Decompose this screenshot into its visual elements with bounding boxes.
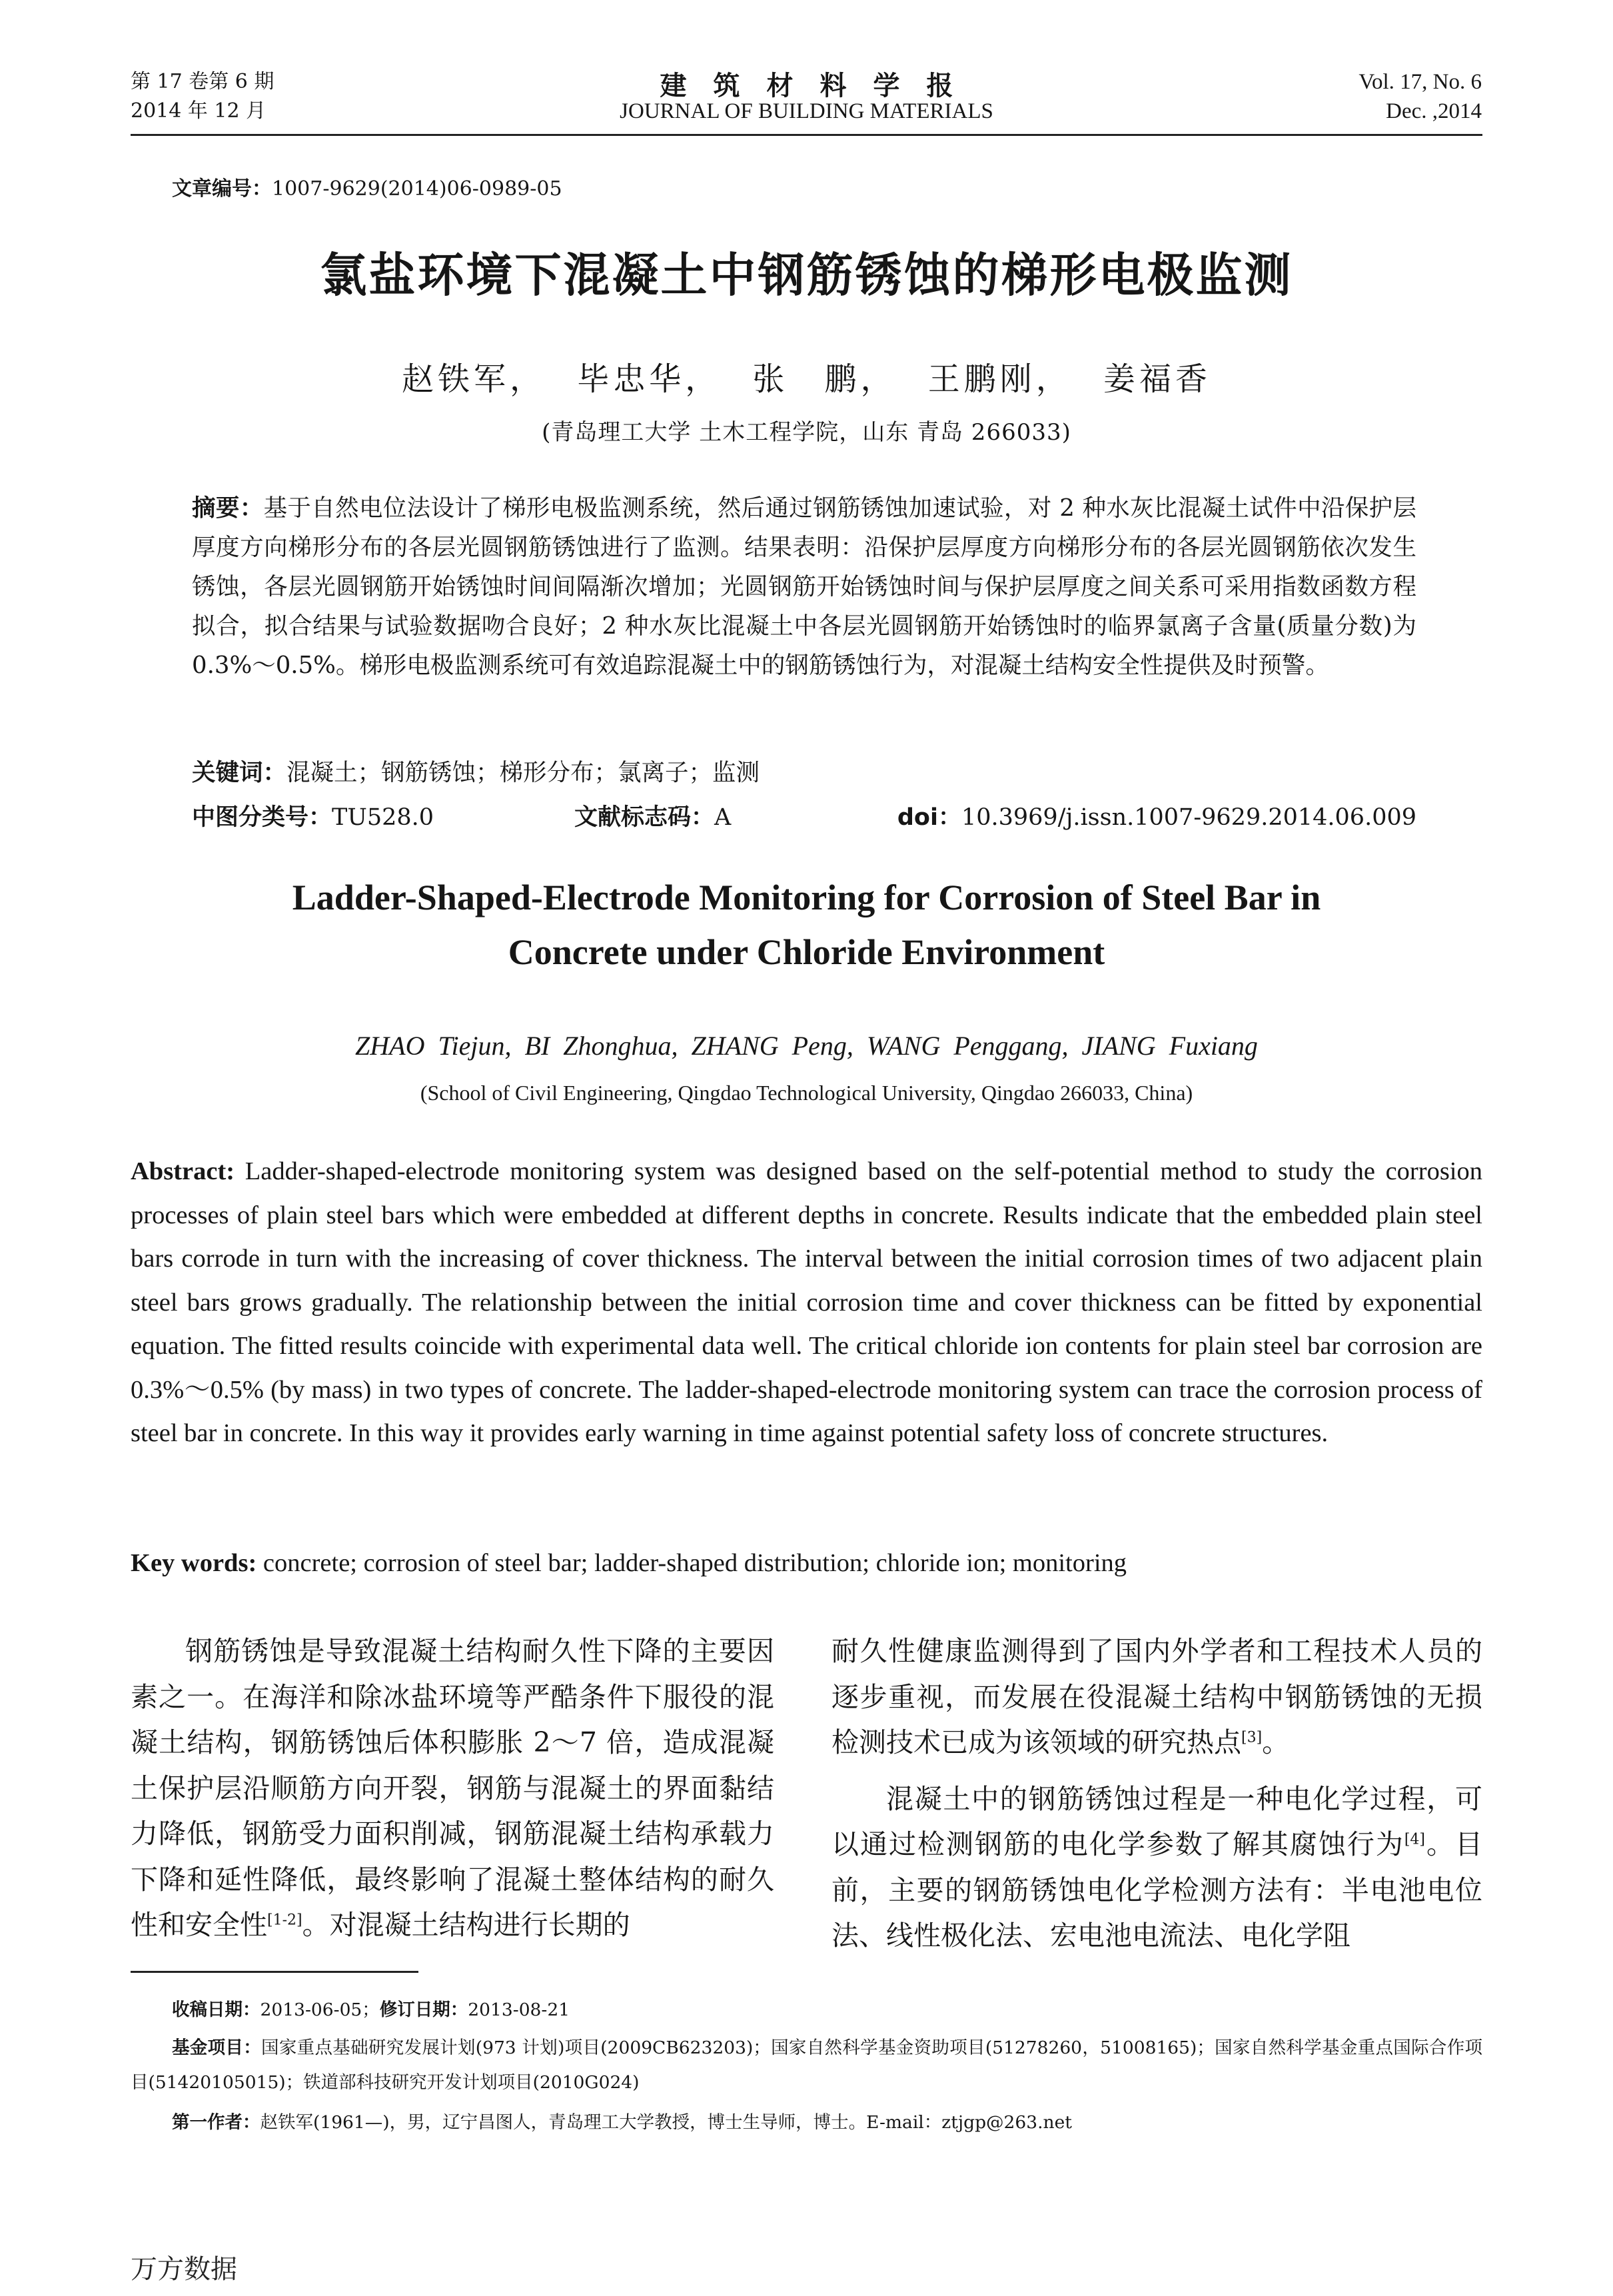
header-date-cn: 2014 年 12 月	[131, 99, 267, 123]
header-journal-cn: 建 筑 材 料 学 报	[660, 71, 953, 101]
revised-label: 修订日期：	[379, 2000, 468, 2020]
doi-value: 10.3969/j.issn.1007-9629.2014.06.009	[961, 804, 1416, 831]
header-volume-cn: 第 17 卷第 6 期	[131, 70, 274, 93]
body-paragraph	[831, 1628, 1482, 1766]
title-en	[0, 870, 1613, 979]
watermark-wanfang: 万方数据	[131, 2254, 237, 2285]
body-left-p1: 钢筋锈蚀是导致混凝土结构耐久性下降的主要因素之一。在海洋和除冰盐环境等严酷条件下服役的混凝土结构，钢筋锈蚀后体积膨胀 2～7 倍，造成混凝土保护层沿顺筋方向开裂，钢筋与混凝土的界面黏结力降低，钢筋受力面积削减，钢筋混凝土结构承载力下降和延性降低，最终影响了混凝土整体结构的耐久性和安全性	[131, 1635, 774, 1941]
body-right-p2: 混凝土中的钢筋锈蚀过程是一种电化学过程，可以通过检测钢筋的电化学参数了解其腐蚀行为	[831, 1782, 1482, 1860]
clc-label: 中图分类号：	[192, 804, 332, 831]
affiliation-cn: (青岛理工大学 土木工程学院，山东 青岛 266033)	[542, 419, 1071, 446]
abstract-en-label: Abstract:	[131, 1157, 235, 1185]
body-paragraph	[131, 1628, 774, 1948]
footnote-rule	[131, 1971, 418, 1973]
doi-label: doi：	[897, 804, 961, 831]
footnote-dates	[172, 1993, 1482, 2027]
keywords-cn-text: 混凝土；钢筋锈蚀；梯形分布；氯离子；监测	[286, 759, 760, 786]
abstract-cn-text: 基于自然电位法设计了梯形电极监测系统，然后通过钢筋锈蚀加速试验，对 2 种水灰比混凝土试件中沿保护层厚度方向梯形分布的各层光圆钢筋锈蚀进行了监测。结果表明：沿保护层厚度方向梯形分布的各层光圆钢筋依次发生锈蚀，各层光圆钢筋开始锈蚀时间间隔渐次增加；光圆钢筋开始锈蚀时间与保护层厚度之间关系可采用指数函数方程拟合，拟合结果与试验数据吻合良好；2 种水灰比混凝土中各层光圆钢筋开始锈蚀时的临界氯离子含量(质量分数)为 0.3%～0.5%。梯形电极监测系统可有效追踪混凝土中的钢筋锈蚀行为，对混凝土结构安全性提供及时预警。	[192, 494, 1416, 679]
received-value: 2013-06-05；	[260, 2000, 380, 2020]
received-label: 收稿日期：	[172, 2000, 261, 2020]
footnote-fund	[131, 2031, 1482, 2100]
body-left-p1-tail: 。对混凝土结构进行长期的	[302, 1909, 630, 1941]
clc-number	[192, 799, 434, 832]
title-cn: 氯盐环境下混凝土中钢筋锈蚀的梯形电极监测	[320, 248, 1293, 302]
title-en-line1: Ladder-Shaped-Electrode Monitoring for Corrosion of Steel Bar in	[292, 877, 1321, 917]
header-rule	[131, 134, 1482, 136]
header-journal-en: JOURNAL OF BUILDING MATERIALS	[620, 99, 993, 123]
fund-text: 国家重点基础研究发展计划(973 计划)项目(2009CB623203)；国家自然科学基金资助项目(51278260，51008165)；国家自然科学基金重点国际合作项目(51420105015)；铁道部科技研究开发计划项目(2010G024)	[131, 2037, 1482, 2093]
article-number-label: 文章编号：	[172, 177, 272, 201]
affiliation-en: (School of Civil Engineering, Qingdao Technological University, Qingdao 266033, China)	[420, 1081, 1193, 1105]
body-column-right	[831, 1628, 1482, 1959]
citation-ref: [3]	[1241, 1729, 1263, 1746]
header-volume-en: Vol. 17, No. 6	[1358, 70, 1482, 94]
body-column-left	[131, 1628, 774, 1948]
citation-ref: [1-2]	[267, 1912, 302, 1929]
keywords-en-label: Key words:	[131, 1549, 257, 1577]
clc-value: TU528.0	[332, 804, 434, 831]
revised-value: 2013-08-21	[468, 2000, 570, 2020]
body-right-p1: 耐久性健康监测得到了国内外学者和工程技术人员的逐步重视，而发展在役混凝土结构中钢筋锈蚀的无损检测技术已成为该领域的研究热点	[831, 1635, 1482, 1758]
abstract-cn-label: 摘要：	[192, 494, 264, 522]
doi	[897, 799, 1416, 832]
document-code-value: A	[714, 804, 732, 831]
first-author-text: 赵铁军(1961—)，男，辽宁昌图人，青岛理工大学教授，博士生导师，博士。E-mail：ztjgp@263.net	[260, 2112, 1072, 2133]
first-author-label: 第一作者：	[172, 2112, 261, 2133]
body-right-p2-tail: 。目前，主要的钢筋锈蚀电化学检测方法有：半电池电位法、线性极化法、宏电池电流法、电化学阻	[831, 1828, 1482, 1952]
abstract-en	[131, 1150, 1482, 1456]
document-code	[574, 799, 731, 832]
body-paragraph	[831, 1776, 1482, 1959]
fund-label: 基金项目：	[172, 2037, 262, 2058]
abstract-cn	[192, 488, 1416, 685]
footnote-first-author	[172, 2105, 1482, 2140]
abstract-en-text: Ladder-shaped-electrode monitoring system was designed based on the self-potential method to study the corrosion processes of plain steel bars which were embedded at different depths in concrete. Results indicate that the embedded plain steel bars corrode in turn with the increasing of cover thickness. The interval between the initial corrosion times of two adjacent plain steel bars grows gradually. The relationship between the initial corrosion time and cover thickness can be fitted by exponential equation. The fitted results coincide with experimental data well. The critical chloride ion contents for plain steel bar corrosion are 0.3%～0.5% (by mass) in two types of concrete. The ladder-shaped-electrode monitoring system can trace the corrosion process of steel bar in concrete. In this way it provides early warning in time against potential safety loss of concrete structures.	[131, 1157, 1483, 1447]
citation-ref: [4]	[1404, 1831, 1426, 1848]
authors-cn: 赵铁军， 毕忠华， 张 鹏， 王鹏刚， 姜福香	[401, 360, 1212, 398]
keywords-cn	[192, 753, 1416, 792]
keywords-cn-label: 关键词：	[192, 759, 287, 786]
title-en-line2: Concrete under Chloride Environment	[508, 932, 1105, 972]
keywords-en-text: concrete; corrosion of steel bar; ladder-shaped distribution; chloride ion; monitoring	[263, 1549, 1127, 1577]
document-code-label: 文献标志码：	[574, 804, 715, 831]
header-date-en: Dec. ,2014	[1386, 99, 1482, 123]
keywords-en	[131, 1548, 1482, 1578]
body-right-p1-tail: 。	[1262, 1726, 1290, 1758]
authors-en: ZHAO Tiejun, BI Zhonghua, ZHANG Peng, WANG Penggang, JIANG Fuxiang	[355, 1031, 1258, 1061]
article-number-value: 1007-9629(2014)06-0989-05	[272, 177, 562, 201]
article-number	[172, 172, 562, 201]
